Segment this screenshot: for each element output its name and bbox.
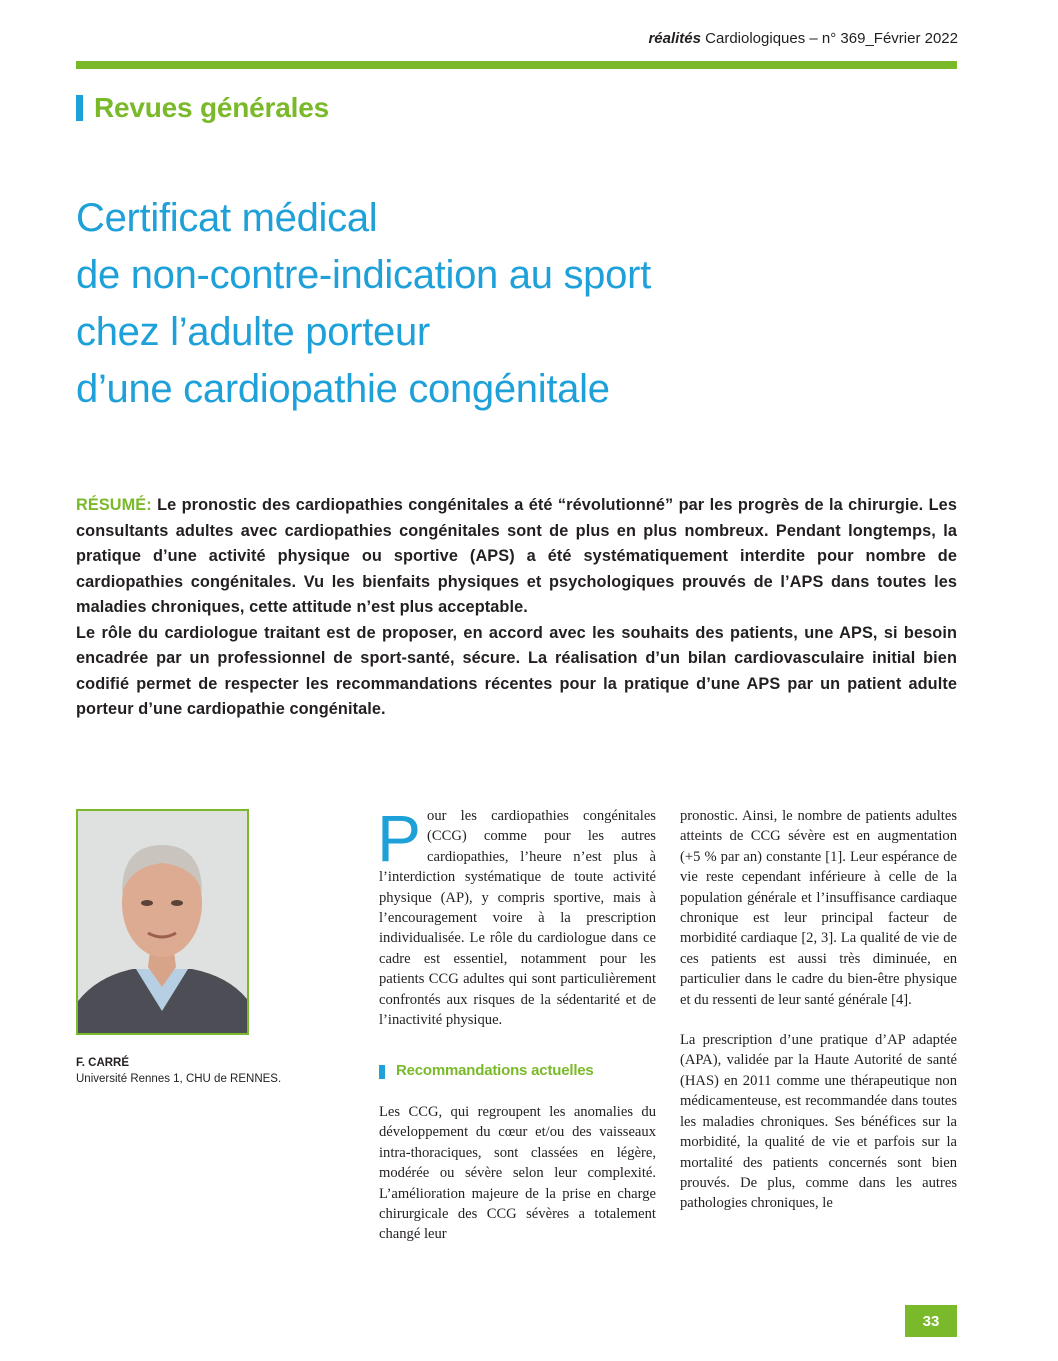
section-rubric <box>76 92 329 124</box>
abstract-paragraph-2: Le rôle du cardiologue traitant est de proposer, en accord avec les souhaits des patients, une APS, si besoin encadrée par un professionnel de sport-santé, sécure. La réalisation d’un bilan cardiovasculaire initial bien codifié permet de respecter les recommandations récentes pour la pratique d’une APS par un patient adulte porteur d’une cardiopathie congénitale. <box>76 623 957 718</box>
author-name: F. CARRÉ <box>76 1057 130 1069</box>
intro-text: our les cardiopathies congénitales (CCG) comme pour les autres cardiopathies, l’heure n’est plus à l’interdiction systématique de toute activité physique (AP), y compris sportive, mais à l’encouragement voire à la prescription individualisée. Le rôle du cardiologue dans ce cadre est essentiel, notamment pour les patients CCG adultes qui sont particulièrement confrontés aux risques de la sédentarité et de l’inactivité physique. <box>379 808 656 1029</box>
author-affiliation: Université Rennes 1, CHU de RENNES. <box>76 1073 282 1085</box>
body-column-right <box>680 806 957 1214</box>
body-column-middle <box>377 801 656 1245</box>
journal-brand: réalités <box>648 30 701 47</box>
title-line-3: chez l’adulte porteur <box>76 310 430 354</box>
right-paragraph-1: pronostic. Ainsi, le nombre de patients adultes atteints de CCG sévère est en augmentation (+5 % par an) constante [1]. Leur espérance de vie reste cependant inférieure à celle de la population générale et l’insuffisance cardiaque chronique est leur principal facteur de morbidité cardiaque [2, 3]. La qualité de vie de ces patients est aussi très diminuée, en particulier dans le cadre du bien-être physique et du ressenti de leur santé générale [4]. <box>680 808 957 1008</box>
intro-paragraph <box>377 801 656 1030</box>
section-heading-label: Recommandations actuelles <box>396 1062 594 1080</box>
abstract-text-1: Le pronostic des cardiopathies congénitales a été “révolutionné” par les progrès de la chirurgie. Les consultants adultes avec cardiopathies congénitales sont de plus en plus nombreux. Pendant longtemps, la pratique d’une activité physique ou sportive (APS) a été systématiquement interdite pour nombre de cardiopathies congénitales. Vu les bienfaits physiques et psychologiques prouvés de l’APS dans toutes les maladies chroniques, cette attitude n’est plus acceptable. <box>76 496 957 616</box>
title-line-1: Certificat médical <box>76 196 378 240</box>
abstract-paragraph-1 <box>76 493 957 621</box>
paragraph-gap <box>680 1010 957 1030</box>
running-header <box>648 30 958 47</box>
rubric-marker <box>76 95 83 121</box>
right-paragraph-2: La prescription d’une pratique d’AP adaptée (APA), validée par la Haute Autorité de santé (HAS) en 2011 comme une thérapeutique non médicamenteuse, est recommandée dans toutes les maladies chroniques. Ses bénéfices sur la morbidité, la qualité de vie et parfois sur la mortalité des patients concernés sont bien prouvés. De plus, comme dans les autres pathologies chroniques, le <box>680 1032 957 1212</box>
journal-issue: Cardiologiques – n° 369_Février 2022 <box>701 30 958 47</box>
abstract-label: RÉSUMÉ: <box>76 496 152 514</box>
section-paragraph: Les CCG, qui regroupent les anomalies du développement du cœur et/ou des vaisseaux intra-thoraciques, sont classées en légère, modérée ou sévère selon leur complexité. L’amélioration majeure de la prise en charge chirurgicale des CCG sévères a totalement changé leur <box>379 1103 656 1243</box>
title-line-2: de non-contre-indication au sport <box>76 253 651 297</box>
section-heading <box>379 1061 656 1081</box>
page-number: 33 <box>905 1305 957 1337</box>
drop-cap: P <box>377 801 422 875</box>
author-portrait-illustration <box>78 811 247 1033</box>
author-photo <box>76 809 249 1035</box>
title-line-4: d’une cardiopathie congénitale <box>76 367 610 411</box>
section-marker <box>379 1065 385 1079</box>
abstract <box>76 493 957 723</box>
header-rule <box>76 61 957 69</box>
rubric-label: Revues générales <box>94 92 329 123</box>
article-title <box>76 190 976 418</box>
